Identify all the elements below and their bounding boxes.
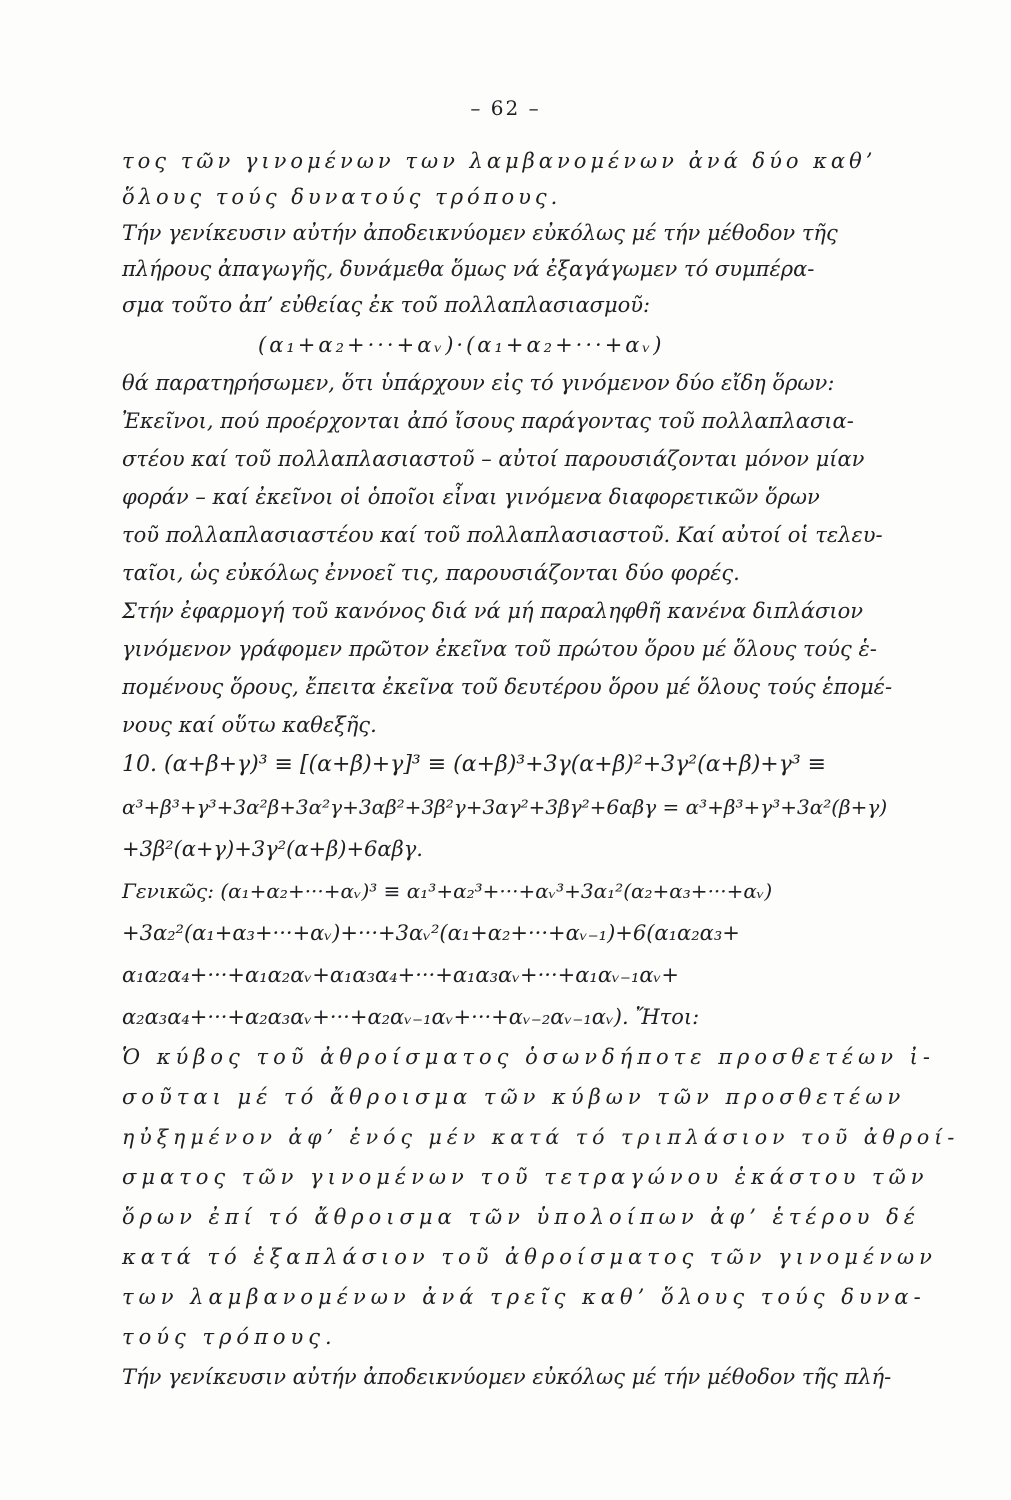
text-line: των λαμβανομένων ἀνά τρεῖς καθ’ ὅλους τούς δυνα- [122,1285,926,1309]
text-line: Ἐκεῖνοι, πού προέρχονται ἀπό ἴσους παράγοντας τοῦ πολλαπλασια- [122,409,854,433]
text-line: ταῖοι, ὡς εὐκόλως ἐννοεῖ τις, παρουσιάζονται δύο φορές. [122,561,740,585]
text-line: Ὁ κύβος τοῦ ἀθροίσματος ὁσωνδήποτε προσθετέων ἰ- [122,1045,936,1069]
text-line: σμα τοῦτο ἀπ’ εὐθείας ἐκ τοῦ πολλαπλασιασμοῦ: [122,293,651,317]
text-line: ὅλους τούς δυνατούς τρόπους. [122,185,562,209]
text-line: θά παρατηρήσωμεν, ὅτι ὑπάρχουν εἰς τό γινόμενον δύο εἴδη ὅρων: [122,371,835,395]
text-line: νους καί οὕτω καθεξῆς. [122,713,377,737]
formula-line: 10. (α+β+γ)³ ≡ [(α+β)+γ]³ ≡ (α+β)³+3γ(α+β)²+3γ²(α+β)+γ³ ≡ [122,752,827,777]
formula-line: Γενικῶς: (α₁+α₂+···+αᵥ)³ ≡ α₁³+α₂³+···+αᵥ³+3α₁²(α₂+α₃+···+αᵥ) [122,879,773,903]
formula-line: +3α₂²(α₁+α₃+···+αᵥ)+···+3αᵥ²(α₁+α₂+···+αᵥ₋₁)+6(α₁α₂α₃+ [122,921,740,945]
text-line: τος τῶν γινομένων των λαμβανομένων ἀνά δύο καθ’ [122,149,877,173]
text-line: Τήν γενίκευσιν αὐτήν ἀποδεικνύομεν εὐκόλως μέ τήν μέθοδον τῆς πλή- [122,1365,892,1389]
text-line: στέου καί τοῦ πολλαπλασιαστοῦ – αὐτοί παρουσιάζονται μόνον μίαν [122,447,865,471]
formula-line: α³+β³+γ³+3α²β+3α²γ+3αβ²+3β²γ+3αγ²+3βγ²+6αβγ = α³+β³+γ³+3α²(β+γ) [122,795,888,819]
text-line: τούς τρόπους. [122,1325,337,1349]
formula-line: α₂α₃α₄+···+α₂α₃αᵥ+···+α₂αᵥ₋₁αᵥ+···+αᵥ₋₂αᵥ₋₁αᵥ). Ἤτοι: [122,1005,700,1029]
text-line: φοράν – καί ἐκεῖνοι οἱ ὁποῖοι εἶναι γινόμενα διαφορετικῶν ὅρων [122,485,820,509]
text-line: σοῦται μέ τό ἄθροισμα τῶν κύβων τῶν προσθετέων [122,1085,906,1109]
text-line: ὅρων ἐπί τό ἄθροισμα τῶν ὑπολοίπων ἀφ’ ἑτέρου δέ [122,1205,921,1229]
text-line: πλήρους ἀπαγωγῆς, δυνάμεθα ὅμως νά ἐξαγάγωμεν τό συμπέρα- [122,257,815,281]
formula-line: α₁α₂α₄+···+α₁α₂αᵥ+α₁α₃α₄+···+α₁α₃αᵥ+···+α₁αᵥ₋₁αᵥ+ [122,963,679,987]
formula-line: (α₁+α₂+···+αᵥ)·(α₁+α₂+···+αᵥ) [258,333,665,357]
formula-line: +3β²(α+γ)+3γ²(α+β)+6αβγ. [122,837,423,861]
text-line: Τήν γενίκευσιν αὐτήν ἀποδεικνύομεν εὐκόλως μέ τήν μέθοδον τῆς [122,221,838,245]
text-line: ηὐξημένον ἀφ’ ἑνός μέν κατά τό τριπλάσιον τοῦ ἀθροί- [122,1125,960,1149]
text-line: Στήν ἐφαρμογή τοῦ κανόνος διά νά μή παραληφθῆ κανένα διπλάσιον [122,599,864,623]
page-number: – 62 – [470,96,541,120]
text-line: σματος τῶν γινομένων τοῦ τετραγώνου ἑκάστου τῶν [122,1165,929,1189]
text-line: πομένους ὅρους, ἔπειτα ἐκεῖνα τοῦ δευτέρου ὅρου μέ ὅλους τούς ἑπομέ- [122,675,893,699]
text-line: κατά τό ἑξαπλάσιον τοῦ ἀθροίσματος τῶν γινομένων [122,1245,937,1269]
text-line: τοῦ πολλαπλασιαστέου καί τοῦ πολλαπλασιαστοῦ. Καί αὐτοί οἱ τελευ- [122,523,883,547]
text-line: γινόμενον γράφομεν πρῶτον ἐκεῖνα τοῦ πρώτου ὅρου μέ ὅλους τούς ἑ- [122,637,877,661]
